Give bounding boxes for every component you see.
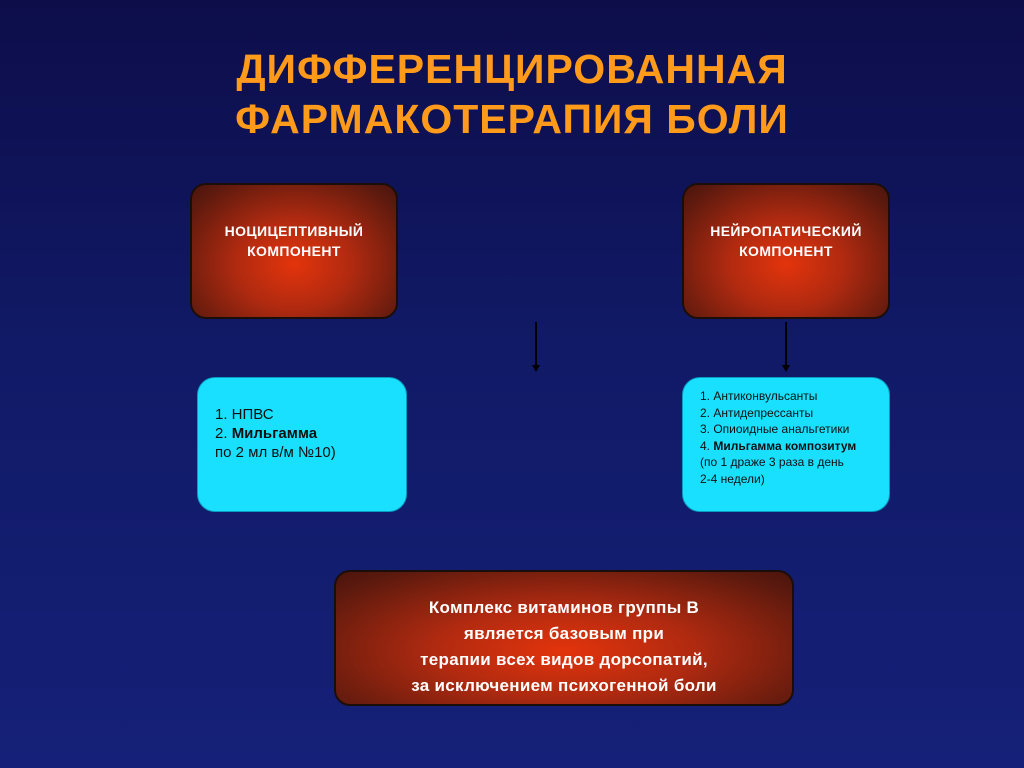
title-line-2: ФАРМАКОТЕРАПИЯ БОЛИ	[235, 96, 789, 142]
neuropathic-arrow	[785, 322, 787, 366]
nociceptive-heading-line-1: НОЦИЦЕПТИВНЫЙ	[224, 223, 364, 239]
list-item-number: 2.	[215, 425, 232, 442]
nociceptive-heading-line-2: КОМПОНЕНТ	[247, 243, 341, 259]
list-item: 1. Антиконвульсанты	[700, 389, 818, 403]
list-item-drug: Мильгамма композитум	[713, 438, 857, 453]
list-item: по 2 мл в/м №10)	[215, 444, 336, 461]
list-item	[700, 438, 889, 455]
base-line-2: является базовым при	[463, 624, 665, 643]
list-item: 2-4 недели)	[700, 471, 765, 486]
list-item: 2. Антидепрессанты	[700, 405, 814, 420]
vitamin-b-base-box	[334, 570, 794, 706]
neuropathic-component-box	[682, 183, 890, 319]
base-line-3: терапии всех видов дорсопатий,	[420, 650, 708, 669]
list-item: 1. НПВС	[215, 406, 274, 423]
base-line-4: за исключением психогенной боли	[411, 676, 717, 695]
page-title	[0, 44, 1024, 144]
neuropathic-treatment-list	[682, 377, 890, 512]
list-item-drug: Мильгамма	[231, 425, 318, 442]
base-line-1: Комплекс витаминов группы В	[428, 598, 700, 617]
title-line-1: ДИФФЕРЕНЦИРОВАННАЯ	[236, 46, 788, 92]
list-item: 3. Опиоидные анальгетики	[700, 422, 850, 436]
nociceptive-component-box	[190, 183, 398, 319]
list-item-number: 4.	[700, 438, 714, 453]
neuropathic-heading-line-2: КОМПОНЕНТ	[739, 243, 833, 259]
neuropathic-heading-line-1: НЕЙРОПАТИЧЕСКИЙ	[710, 223, 862, 239]
list-item: (по 1 драже 3 раза в день	[700, 455, 844, 469]
nociceptive-treatment-list	[197, 377, 407, 512]
list-item	[215, 424, 406, 443]
center-arrow	[535, 322, 537, 366]
